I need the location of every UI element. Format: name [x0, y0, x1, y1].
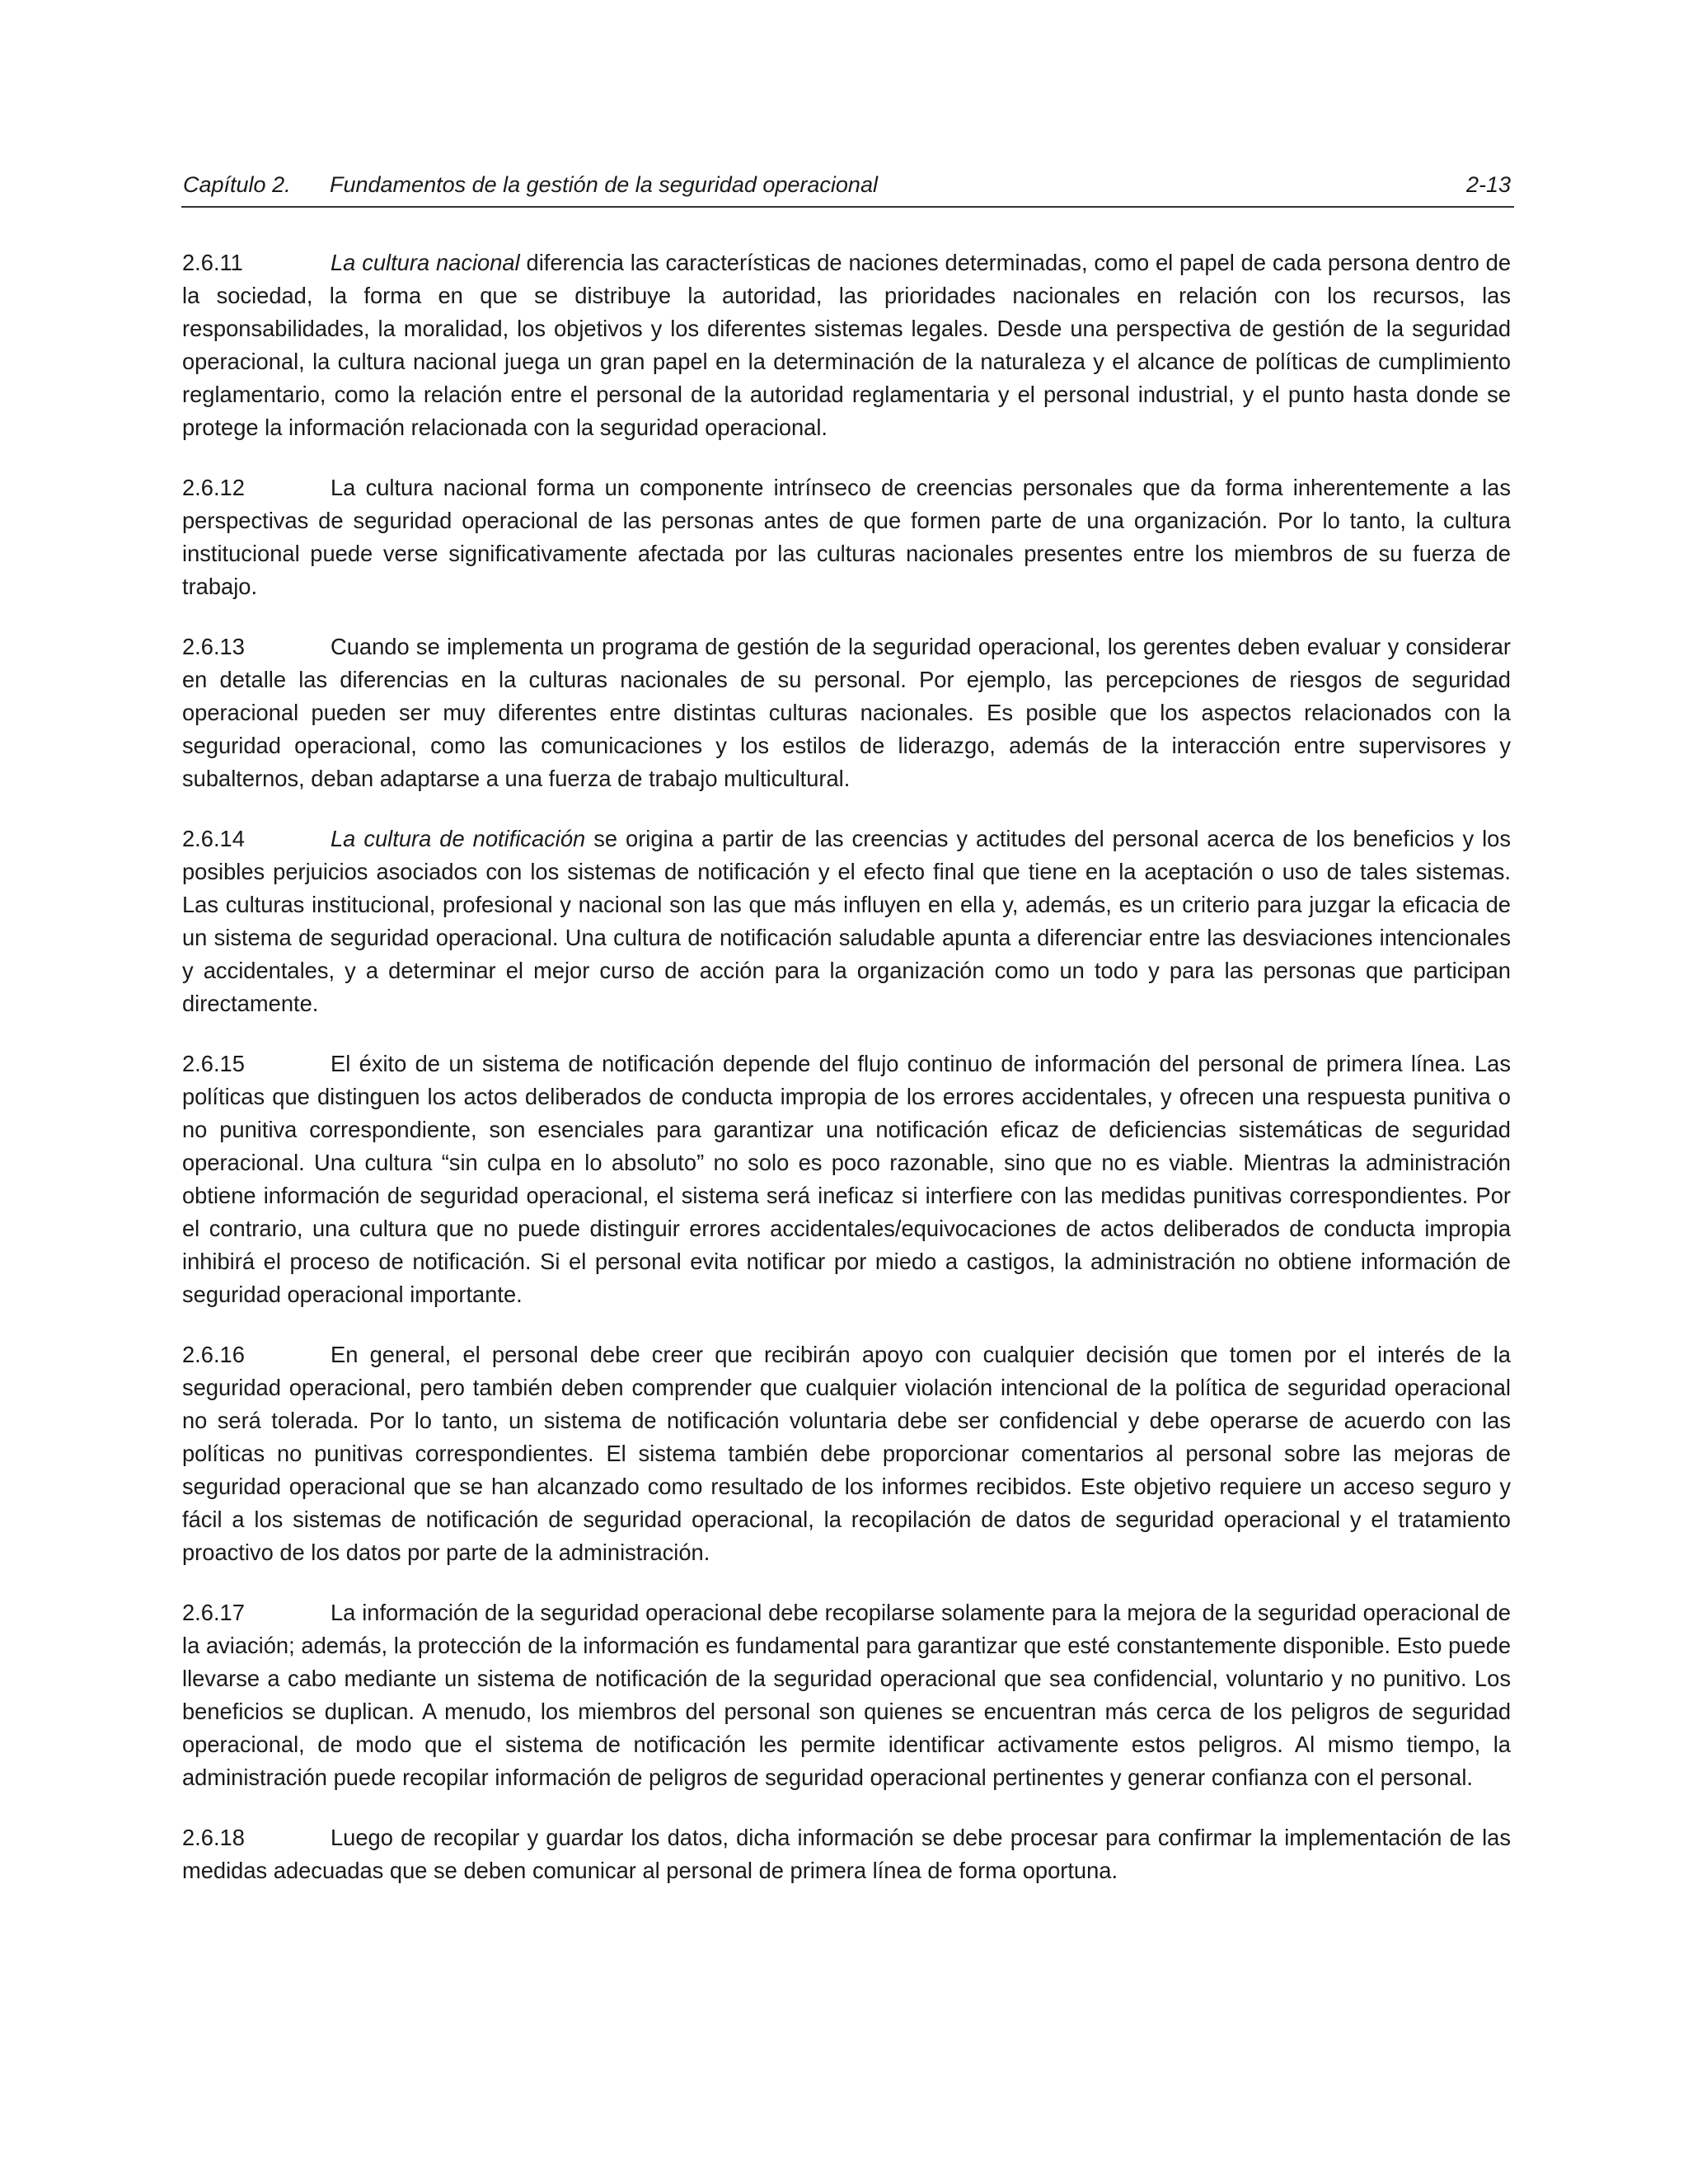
paragraph-2-6-12 [182, 471, 1511, 603]
paragraph-number: 2.6.18 [182, 1825, 245, 1850]
italic-term: La cultura nacional [331, 250, 520, 275]
paragraph-text: diferencia las características de naciones determinadas, como el papel de cada persona dentro de la sociedad, la forma en que se distribuye la autoridad, las prioridades nacionales en relación con los recursos, las responsabilidades, la moralidad, los objetivos y los diferentes sistemas legales. Desde una perspectiva de gestión de la seguridad operacional, la cultura nacional juega un gran papel en la determinación de la naturaleza y el alcance de políticas de cumplimiento reglamentario, como la relación entre el personal de la autoridad reglamentaria y el personal industrial, y el punto hasta donde se protege la información relacionada con la seguridad operacional. [182, 250, 1511, 440]
italic-term: La cultura de notificación [331, 826, 586, 851]
paragraph-2-6-13 [182, 630, 1511, 795]
paragraph-text: La información de la seguridad operacional debe recopilarse solamente para la mejora de la seguridad operacional de la aviación; además, la protección de la información es fundamental para garantizar que esté constantemente disponible. Esto puede llevarse a cabo mediante un sistema de notificación de la seguridad operacional que sea confidencial, voluntario y no punitivo. Los beneficios se duplican. A menudo, los miembros del personal son quienes se encuentran más cerca de los peligros de seguridad operacional, de modo que el sistema de notificación les permite identificar activamente estos peligros. Al mismo tiempo, la administración puede recopilar información de peligros de seguridad operacional pertinentes y generar confianza con el personal. [182, 1600, 1511, 1790]
paragraph-text: La cultura nacional forma un componente intrínseco de creencias personales que da forma inherentemente a las perspectivas de seguridad operacional de las personas antes de que formen parte de una organización. Por lo tanto, la cultura institucional puede verse significativamente afectada por las culturas nacionales presentes entre los miembros de su fuerza de trabajo. [182, 475, 1511, 599]
paragraph-text: En general, el personal debe creer que recibirán apoyo con cualquier decisión que tomen por el interés de la seguridad operacional, pero también deben comprender que cualquier violación intencional de la política de seguridad operacional no será tolerada. Por lo tanto, un sistema de notificación voluntaria debe ser confidencial y debe operarse de acuerdo con las políticas no punitivas correspondientes. El sistema también debe proporcionar comentarios al personal sobre las mejoras de seguridad operacional que se han alcanzado como resultado de los informes recibidos. Este objetivo requiere un acceso seguro y fácil a los sistemas de notificación de seguridad operacional, la recopilación de datos de seguridad operacional y el tratamiento proactivo de los datos por parte de la administración. [182, 1342, 1511, 1565]
paragraph-number: 2.6.11 [182, 250, 243, 275]
paragraph-2-6-11 [182, 246, 1511, 444]
page-header [181, 165, 1514, 208]
chapter-title: Fundamentos de la gestión de la seguridad operacional [330, 172, 878, 197]
body-text [182, 246, 1511, 1915]
paragraph-text: Cuando se implementa un programa de gestión de la seguridad operacional, los gerentes deben evaluar y considerar en detalle las diferencias en la culturas nacionales de su personal. Por ejemplo, las percepciones de riesgos de seguridad operacional pueden ser muy diferentes entre distintas culturas nacionales. Es posible que los aspectos relacionados con la seguridad operacional, como las comunicaciones y los estilos de liderazgo, además de la interacción entre supervisores y subalternos, deban adaptarse a una fuerza de trabajo multicultural. [182, 634, 1511, 791]
paragraph-text: Luego de recopilar y guardar los datos, dicha información se debe procesar para confirmar la implementación de las medidas adecuadas que se deben comunicar al personal de primera línea de forma oportuna. [182, 1825, 1511, 1883]
page-number: 2-13 [1465, 172, 1511, 197]
paragraph-2-6-16 [182, 1338, 1511, 1569]
paragraph-number: 2.6.17 [182, 1600, 245, 1625]
paragraph-number: 2.6.15 [182, 1051, 245, 1076]
paragraph-2-6-15 [182, 1047, 1511, 1311]
running-title [183, 168, 878, 201]
paragraph-text: se origina a partir de las creencias y actitudes del personal acerca de los beneficios y los posibles perjuicios asociados con los sistemas de notificación y el efecto final que tiene en la aceptación o uso de tales sistemas. Las culturas institucional, profesional y nacional son las que más influyen en ella y, además, es un criterio para juzgar la eficacia de un sistema de seguridad operacional. Una cultura de notificación saludable apunta a diferenciar entre las desviaciones intencionales y accidentales, y a determinar el mejor curso de acción para la organización como un todo y para las personas que participan directamente. [182, 826, 1511, 1016]
paragraph-2-6-17 [182, 1596, 1511, 1794]
paragraph-number: 2.6.14 [182, 826, 245, 851]
paragraph-number: 2.6.13 [182, 634, 245, 659]
paragraph-2-6-18 [182, 1821, 1511, 1887]
chapter-label: Capítulo 2. [183, 172, 291, 197]
paragraph-number: 2.6.16 [182, 1342, 245, 1367]
paragraph-number: 2.6.12 [182, 475, 245, 500]
paragraph-2-6-14 [182, 823, 1511, 1020]
paragraph-text: El éxito de un sistema de notificación depende del flujo continuo de información del personal de primera línea. Las políticas que distinguen los actos deliberados de conducta impropia de los errores accidentales, y ofrecen una respuesta punitiva o no punitiva correspondiente, son esenciales para garantizar una notificación eficaz de deficiencias sistemáticas de seguridad operacional. Una cultura “sin culpa en lo absoluto” no solo es poco razonable, sino que no es viable. Mientras la administración obtiene información de seguridad operacional, el sistema será ineficaz si interfiere con las medidas punitivas correspondientes. Por el contrario, una cultura que no puede distinguir errores accidentales/equivocaciones de actos deliberados de conducta impropia inhibirá el proceso de notificación. Si el personal evita notificar por miedo a castigos, la administración no obtiene información de seguridad operacional importante. [182, 1051, 1511, 1307]
